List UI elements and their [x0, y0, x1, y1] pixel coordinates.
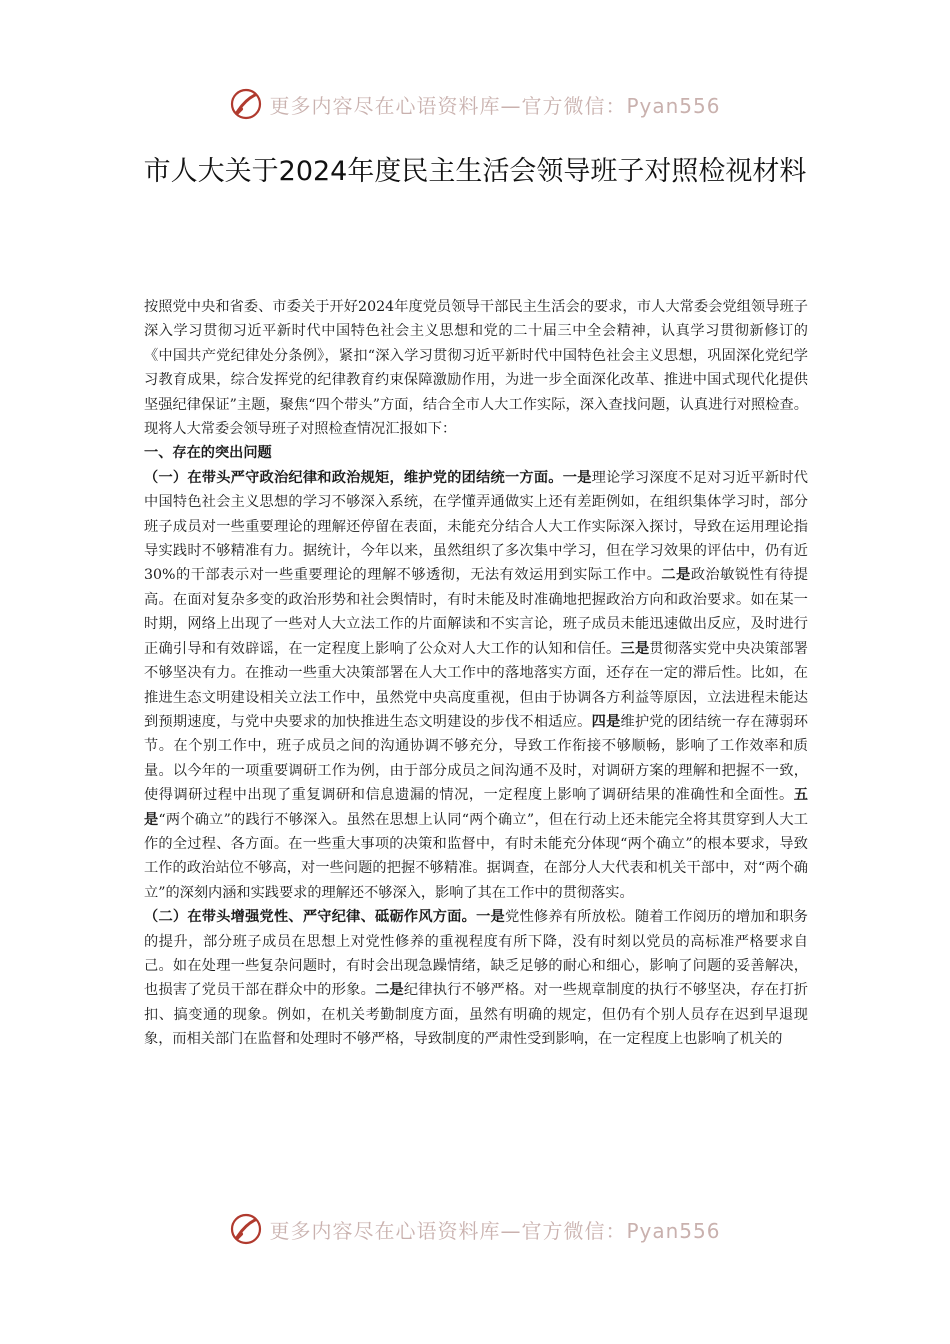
watermark-text: 更多内容尽在心语资料库—官方微信：Pyan556 — [269, 1218, 721, 1243]
point-label: 二是 — [661, 567, 691, 584]
point-text: 维护党的团结统一存在薄弱环节。在个别工作中，班子成员之间的沟通协调不够充分，导致工作衔接不够顺畅，影响了工作效率和质量。以今年的一项重要调研工作为例，由于部分成员之间沟通不及时，对调研方案的理解和把握不一致，使得调研过程中出现了重复调研和信息遗漏的情况，一定程度上影响了调研结果的准确性和全面性。 — [144, 713, 808, 804]
point-text: 政治敏锐性有待提高。在面对复杂多变的政治形势和社会舆情时，有时未能及时准确地把握政治方向和政治要求。如在某一时期，网络上出现了一些对人大立法工作的片面解读和不实言论，班子成员未能迅速做出反应，及时进行正确引导和有效辟谣，在一定程度上影响了公众对人大工作的认知和信任。 — [144, 567, 808, 657]
point-text: “两个确立”的践行不够深入。虽然在思想上认同“两个确立”，但在行动上还未能完全将其贯穿到人大工作的全过程、各方面。在一些重大事项的决策和监督中，有时未能充分体现“两个确立”的根本要求，导致工作的政治站位不够高，对一些问题的把握不够精准。据调查，在部分人大代表和机关干部中，对“两个确立”的深刻内涵和实践要求的理解还不够深入，影响了其在工作中的贯彻落实。 — [144, 811, 808, 901]
point-label: 一是 — [476, 909, 505, 926]
point-label: 二是 — [375, 982, 404, 999]
point-text: 纪律执行不够严格。对一些规章制度的执行不够坚决，存在打折扣、搞变通的现象。例如，在机关考勤制度方面，虽然有明确的规定，但仍有个别人员存在迟到早退现象，而相关部门在监督和处理时不够严格，导致制度的严肃性受到影响，在一定程度上也影响了机关的 — [144, 982, 808, 1048]
point-label: 一是 — [562, 469, 592, 486]
intro-paragraph: 按照党中央和省委、市委关于开好2024年度党员领导干部民主生活会的要求，市人大常委会党组领导班子深入学习贯彻习近平新时代中国特色社会主义思想和党的二十届三中全会精神，认真学习贯彻新修订的《中国共产党纪律处分条例》，紧扣“深入学习贯彻习近平新时代中国特色社会主义思想，巩固深化党纪学习教育成果，综合发挥党的纪律教育约束保障激励作用，为进一步全面深化改革、推进中国式现代化提供坚强纪律保证”主题，聚焦“四个带头”方面，结合全市人大工作实际，深入查找问题，认真进行对照检查。现将人大常委会领导班子对照检查情况汇报如下： — [144, 299, 808, 438]
subsection-2 — [144, 905, 808, 1051]
point-text: 贯彻落实党中央决策部署不够坚决有力。在推动一些重大决策部署在人大工作中的落地落实方面，还存在一定的滞后性。比如，在推进生态文明建设相关立法工作中，虽然党中央高度重视，但由于协调各方利益等原因，立法进程未能达到预期速度，与党中央要求的加快推进生态文明建设的步伐不相适应。 — [144, 640, 808, 730]
document-title: 市人大关于2024年度民主生活会领导班子对照检视材料 — [143, 156, 807, 187]
point-text: 党性修养有所放松。随着工作阅历的增加和职务的提升，部分班子成员在思想上对党性修养的重视程度有所下降，没有时刻以党员的高标准严格要求自己。如在处理一些复杂问题时，有时会出现急躁情绪，缺乏足够的耐心和细心，影响了问题的妥善解决，也损害了党员干部在群众中的形象。 — [144, 909, 808, 999]
watermark-text: 更多内容尽在心语资料库—官方微信：Pyan556 — [269, 93, 721, 118]
document-body — [144, 295, 808, 1052]
subsection-1-heading: （一）在带头严守政治纪律和政治规矩，维护党的团结统一方面。 — [144, 469, 563, 486]
point-label: 五是 — [144, 787, 808, 828]
watermark-banner-bottom — [0, 1209, 950, 1249]
brush-logo-icon — [229, 1212, 263, 1246]
section-heading: 一、存在的突出问题 — [144, 445, 272, 462]
point-label: 四是 — [591, 713, 621, 730]
brush-logo-icon — [229, 87, 263, 121]
subsection-1 — [144, 466, 808, 905]
point-text: 理论学习深度不足对习近平新时代中国特色社会主义思想的学习不够深入系统，在学懂弄通做实上还有差距例如，在组织集体学习时，部分班子成员对一些重要理论的理解还停留在表面，未能充分结合人大工作实际深入探讨，导致在运用理论指导实践时不够精准有力。据统计，今年以来，虽然组织了多次集中学习，但在学习效果的评估中，仍有近30%的干部表示对一些重要理论的理解不够透彻，无法有效运用到实际工作中。 — [144, 469, 808, 584]
subsection-2-heading: （二）在带头增强党性、严守纪律、砥砺作风方面。 — [144, 909, 477, 926]
point-label: 三是 — [620, 640, 650, 657]
watermark-banner-top — [0, 84, 950, 124]
